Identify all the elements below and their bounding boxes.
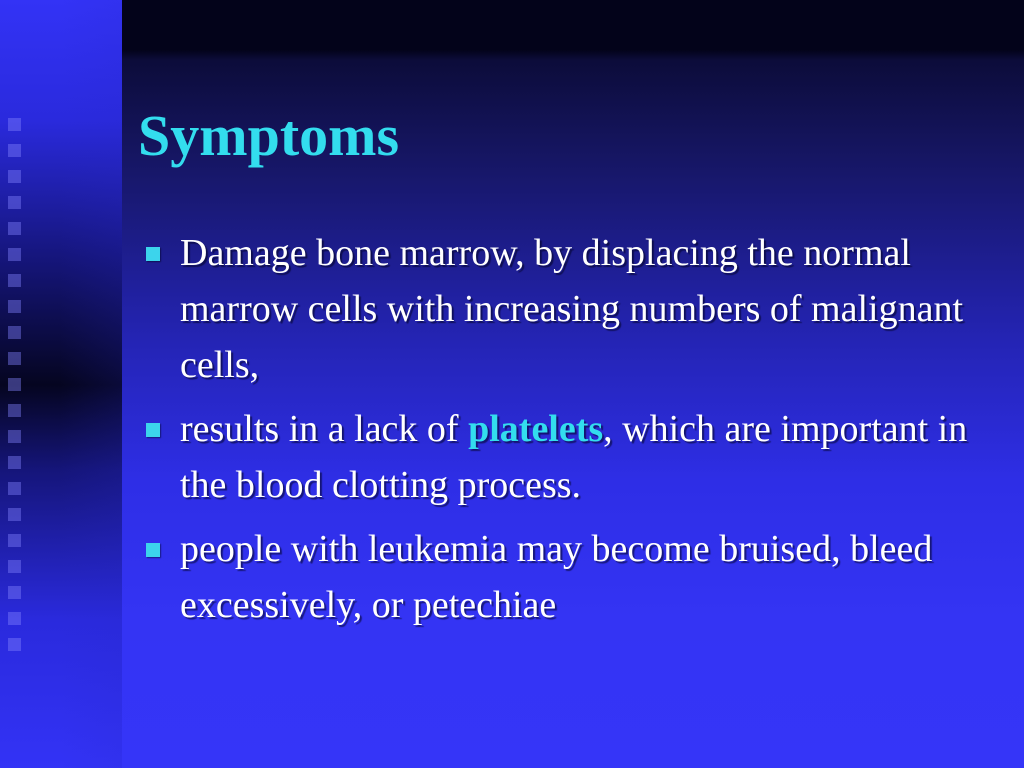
decorative-square	[8, 352, 21, 365]
square-bullet-icon	[146, 423, 160, 437]
decorative-square	[8, 378, 21, 391]
decorative-square	[8, 456, 21, 469]
decorative-square	[8, 404, 21, 417]
slide-title: Symptoms	[138, 103, 400, 168]
bullet-list	[144, 225, 1004, 641]
decorative-square	[8, 118, 21, 131]
decorative-square	[8, 222, 21, 235]
square-bullet-icon	[146, 247, 160, 261]
bullet-text-before: results in a lack of	[180, 408, 469, 450]
decorative-square	[8, 508, 21, 521]
decorative-square	[8, 638, 21, 651]
bullet-text: Damage bone marrow, by displacing the normal marrow cells with increasing numbers of malignant cells,	[180, 232, 964, 386]
highlighted-term: platelets	[468, 408, 604, 450]
bullet-item	[144, 401, 1004, 513]
decorative-square	[8, 274, 21, 287]
decorative-square	[8, 612, 21, 625]
decorative-square	[8, 560, 21, 573]
decorative-square	[8, 170, 21, 183]
bullet-item	[144, 521, 1004, 633]
decorative-square	[8, 144, 21, 157]
square-bullet-icon	[146, 543, 160, 557]
decorative-square	[8, 248, 21, 261]
decorative-square	[8, 300, 21, 313]
decorative-square	[8, 534, 21, 547]
decorative-square	[8, 326, 21, 339]
bullet-text: people with leukemia may become bruised, bleed excessively, or petechiae	[180, 528, 933, 626]
decorative-square	[8, 430, 21, 443]
decorative-square	[8, 586, 21, 599]
decorative-square	[8, 196, 21, 209]
decorative-square	[8, 482, 21, 495]
bullet-text-after: , which are important in the blood clotting process.	[180, 408, 968, 506]
bullet-item	[144, 225, 1004, 393]
decorative-square-column	[8, 118, 28, 678]
